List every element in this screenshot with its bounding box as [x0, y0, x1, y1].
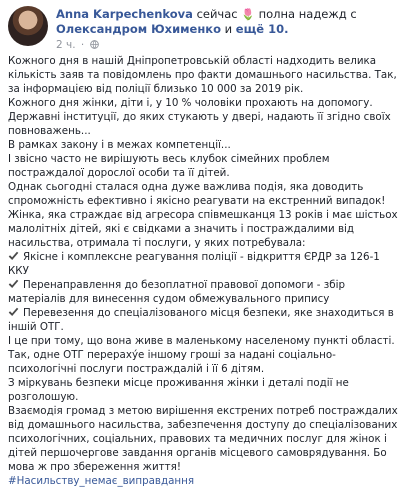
tagged-person-link[interactable]: Олександром Юхименко — [56, 22, 221, 36]
feeling-prefix: сейчас — [196, 7, 238, 21]
post-paragraph: Взаємодія громад з метою вирішення екстрених потреб постраждалих від домашнього насильства, забезпечення доступу до спеціалізованих психологічних, соціальних, правових та медичних послуг для жінок і дітей першочергове завдання органів місцевого самоврядування. Бо мова ж про збереження життя! — [8, 405, 398, 473]
author-name[interactable]: Anna Karpechenkova — [56, 7, 193, 21]
checklist-item: Перенаправлення до безоплатної правової допомоги - збір матеріалів для винесення судом обмежувального припису — [8, 279, 345, 305]
hashtag-link[interactable]: #Насильству_немає_виправдання — [8, 475, 195, 487]
post-paragraph: З міркувань безпеки місце проживання жінки і деталі події не розголошую. — [8, 377, 349, 403]
post-paragraph: Жінка, яка страждає від агресора співмешканця 13 років і має шістьох малолітніх дітей, які є свідками а значить і постраждалими від насильства, отримала ті послуги, у яких потребувала: — [8, 209, 398, 249]
post-paragraph: І звісно часто не вирішують весь клубок сімейних проблем постраждалої дорослої особи та її дітей. — [8, 153, 330, 179]
checklist-item: Перевезення до спеціалізованого місця безпеки, яке знаходиться в іншій ОТГ. — [8, 307, 394, 333]
feeling-label: полна надежд — [258, 7, 347, 21]
post-paragraph: В рамках закону і в межах компетенції... — [8, 139, 231, 151]
author-avatar[interactable] — [8, 6, 48, 46]
post-header-text — [56, 7, 404, 37]
check-mark-icon — [8, 278, 19, 289]
check-mark-icon — [8, 250, 19, 261]
check-mark-icon — [8, 306, 19, 317]
post-header — [8, 6, 404, 52]
post-body — [8, 54, 404, 488]
post-paragraph: Кожного дня в нашій Дніпропетровській області надходить велика кількість заяв та повідомлень про факти домашнього насильства. Так, за інформацією від поліції близько 10 000 за 2019 рік. — [8, 55, 397, 95]
with-word: с — [350, 7, 357, 21]
post-paragraph: Однак сьогодні сталася одна дуже важлива подія, яка доводить спроможність ефективно і якісно реагувати на екстренний випадок! — [8, 181, 386, 207]
post-meta: 2 ч. · — [56, 39, 99, 51]
globe-icon[interactable] — [90, 40, 99, 49]
and-word: и — [224, 22, 233, 36]
post-paragraph: Кожного дня жінки, діти і, у 10 % чоловіки прохають на допомогу. Державні інституції, до яких стукають у двері, надають її згідно своїх повноважень... — [8, 97, 391, 137]
checklist-item: Якісне і комплексне реагування поліції - відкриття ЄРДР за 126-1 ККУ — [8, 251, 380, 277]
tulip-icon: 🌷 — [241, 8, 255, 21]
tagged-others-link[interactable]: ещё 10. — [235, 22, 289, 36]
post-timestamp[interactable]: 2 ч. — [56, 39, 76, 51]
post-paragraph: І це при тому, що вона живе в маленькому населеному пункті області. Так, одне ОТГ перераху́е іншому гроші за надані соціально-психологічні послуги постраждалій і її 6 дітям. — [8, 335, 395, 375]
